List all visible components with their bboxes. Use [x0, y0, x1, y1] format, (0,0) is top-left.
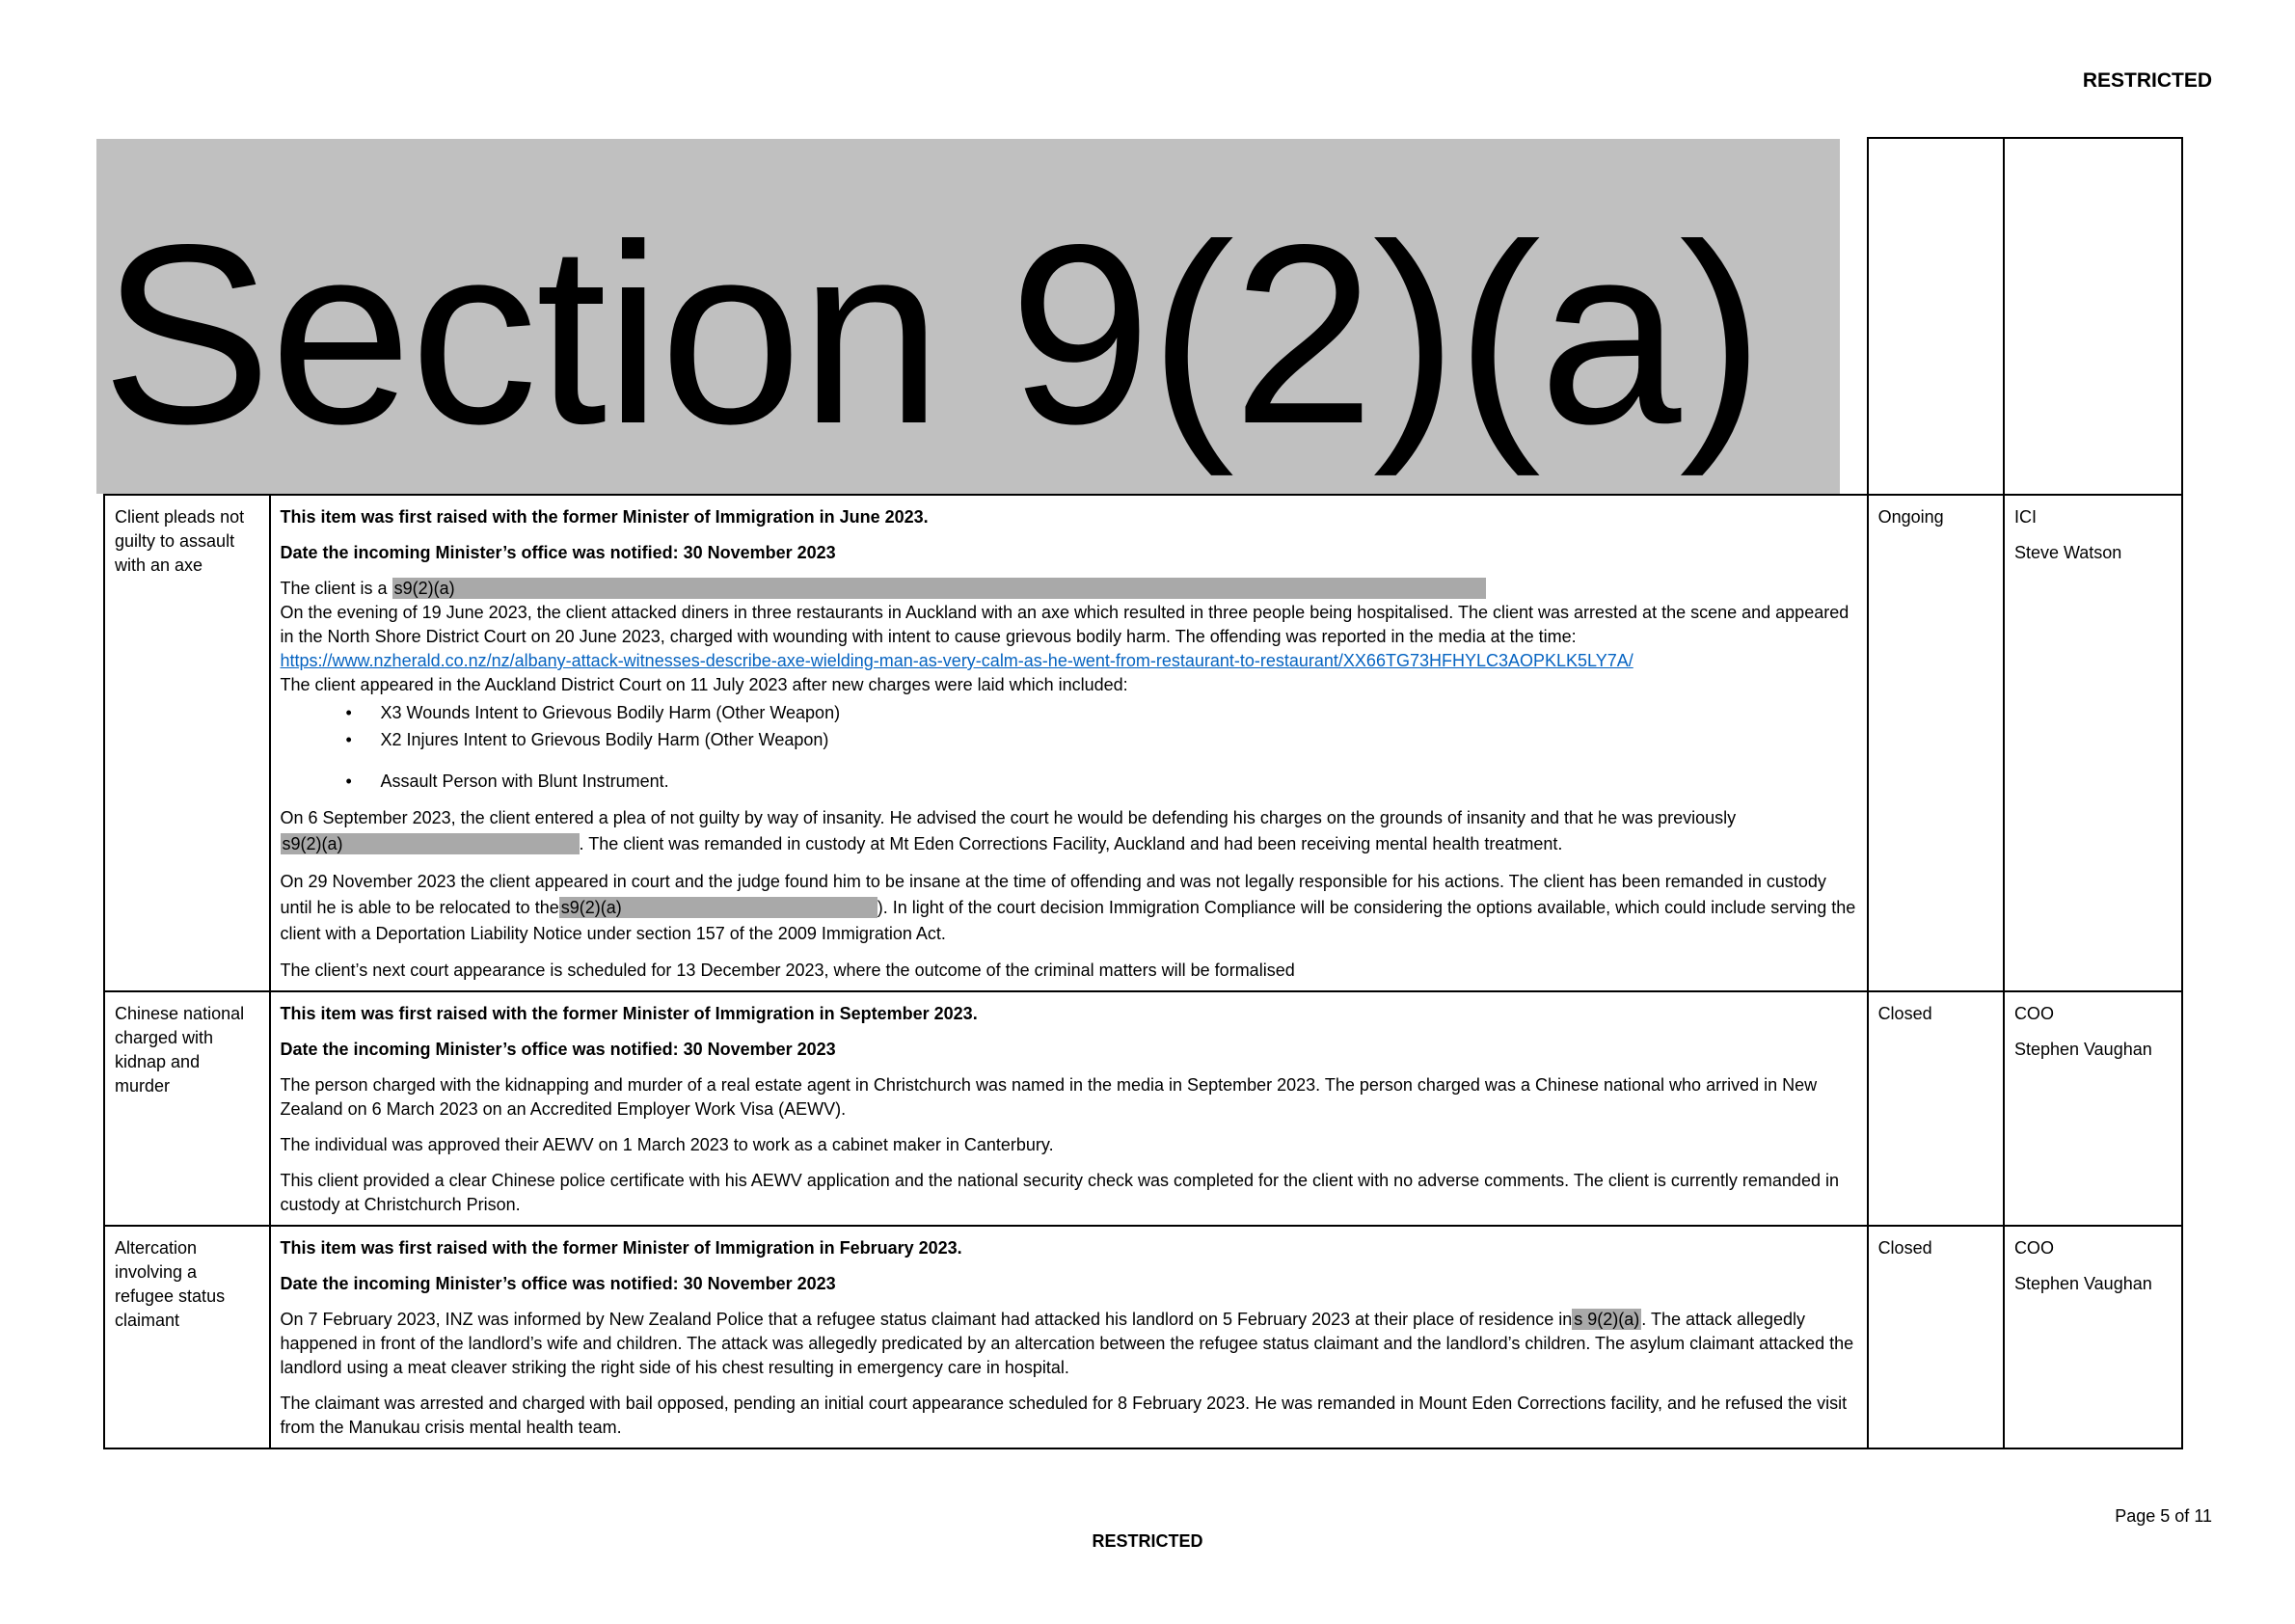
redaction-mark: s9(2)(a): [281, 833, 580, 854]
table-row: [104, 1226, 2182, 1448]
redaction-mark: s9(2)(a): [392, 578, 1486, 599]
classification-header: RESTRICTED: [2082, 69, 2212, 92]
owner-name: Steve Watson: [2013, 543, 2122, 562]
issue-title: Client pleads not guilty to assault with an axe: [104, 495, 270, 991]
status-cell: Closed: [1868, 991, 2004, 1226]
first-raised-text: This item was first raised with the former Minister of Immigration in June 2023.: [280, 507, 929, 527]
paragraph: [281, 805, 1857, 857]
paragraph: [281, 1308, 1857, 1380]
notified-text: Date the incoming Minister’s office was notified: 30 November 2023: [280, 1274, 836, 1293]
owner-name: Stephen Vaughan: [2013, 1274, 2152, 1293]
status-cell: Ongoing: [1868, 495, 2004, 991]
list-item: • X2 Injures Intent to Grievous Bodily Harm (Other Weapon): [381, 728, 1857, 752]
issue-title: Chinese national charged with kidnap and murder: [104, 991, 270, 1226]
owner-unit: COO: [2013, 1004, 2054, 1023]
first-raised-text: This item was first raised with the former Minister of Immigration in September 2023.: [280, 1004, 978, 1023]
issue-detail: [270, 991, 1868, 1226]
paragraph-text: On the evening of 19 June 2023, the client attacked diners in three restaurants in Auckland with an axe which resulted in three people being hospitalised. The client was arrested at the scene and appeared in the North Shore District Court on 20 June 2023, charged with wounding with intent to cause grievous bodily harm. The offending was reported in the media at the time:: [280, 603, 1850, 646]
charges-list: [281, 701, 1857, 794]
paragraph: The client’s next court appearance is scheduled for 13 December 2023, where the outcome of the criminal matters will be formalised: [280, 961, 1295, 980]
paragraph: [281, 601, 1857, 673]
issue-title: Altercation involving a refugee status claimant: [104, 1226, 270, 1448]
notified-text: Date the incoming Minister’s office was notified: 30 November 2023: [280, 1040, 836, 1059]
classification-footer: RESTRICTED: [1092, 1531, 1203, 1551]
paragraph-text: . The attack allegedly happened in front of the landlord’s wife and children. The attack was allegedly predicated by an altercation between the refugee status claimant and the landlord’s children. The asylum claimant attacked the landlord using a meat cleaver striking the right side of his chest resulting in emergency care in hospital.: [280, 1310, 1854, 1377]
client-prefix: The client is a: [280, 579, 388, 598]
redaction-mark: s 9(2)(a): [1574, 1310, 1640, 1329]
owner-cell: [2004, 991, 2182, 1226]
paragraph-text: . The client was remanded in custody at Mt Eden Corrections Facility, Auckland and had been receiving mental health treatment.: [579, 834, 1563, 853]
owner-cell: [2004, 495, 2182, 991]
paragraph: The individual was approved their AEWV on 1 March 2023 to work as a cabinet maker in Canterbury.: [280, 1135, 1054, 1154]
table-row: [104, 495, 2182, 991]
paragraph-text: On 29 November 2023 the client appeared in court and the judge found him to be insane at the time of offending and was not legally responsible for his actions. The client has been remanded in custody until he is able to be relocated to the: [280, 872, 1826, 917]
redaction-mark: s9(2)(a): [559, 897, 878, 918]
news-link[interactable]: https://www.nzherald.co.nz/nz/albany-attack-witnesses-describe-axe-wielding-man-as-very-calm-as-he-went-from-restaurant-to-restaurant/XX66TG73HFHYLC3AOPKLK5LY7A/: [280, 651, 1634, 670]
paragraph: [281, 869, 1857, 947]
redaction-label: Section 9(2)(a): [101, 192, 1763, 477]
paragraph-text: On 6 September 2023, the client entered a plea of not guilty by way of insanity. He advised the court he would be defending his charges on the grounds of insanity and that he was previously: [280, 808, 1737, 827]
issue-detail: [270, 1226, 1868, 1448]
paragraph: The claimant was arrested and charged with bail opposed, pending an initial court appearance scheduled for 8 February 2023. He was remanded in Mount Eden Corrections facility, and he refused the visit from the Manukau crisis mental health team.: [280, 1394, 1848, 1437]
paragraph-text: On 7 February 2023, INZ was informed by New Zealand Police that a refugee status claimant had attacked his landlord on 5 February 2023 at their place of residence in: [280, 1310, 1573, 1329]
redacted-status-cell: [1868, 138, 2004, 495]
redacted-owner-cell: [2004, 138, 2182, 495]
page-number: Page 5 of 11: [2115, 1506, 2212, 1526]
paragraph: The person charged with the kidnapping and murder of a real estate agent in Christchurch was named in the media in September 2023. The person charged was a Chinese national who arrived in New Zealand on 6 March 2023 on an Accredited Employer Work Visa (AEWV).: [280, 1075, 1818, 1119]
client-line: [281, 577, 1857, 601]
section-redaction-block: [96, 139, 1840, 494]
issue-detail: [270, 495, 1868, 991]
paragraph: This client provided a clear Chinese police certificate with his AEWV application and the national security check was completed for the client with no adverse comments. The client is currently remanded in custody at Christchurch Prison.: [280, 1171, 1839, 1214]
first-raised-text: This item was first raised with the former Minister of Immigration in February 2023.: [280, 1238, 962, 1258]
paragraph-text: ). In light of the court decision Immigration Compliance will be considering the options available, which could include serving the client with a Deportation Liability Notice under section 157 of the 2009 Immigration Act.: [280, 898, 1856, 943]
notified-text: Date the incoming Minister’s office was notified: 30 November 2023: [280, 543, 836, 562]
list-item: • Assault Person with Blunt Instrument.: [381, 770, 1857, 794]
status-cell: Closed: [1868, 1226, 2004, 1448]
owner-cell: [2004, 1226, 2182, 1448]
owner-name: Stephen Vaughan: [2013, 1040, 2152, 1059]
owner-unit: COO: [2013, 1238, 2054, 1258]
table-row: [104, 991, 2182, 1226]
paragraph: The client appeared in the Auckland District Court on 11 July 2023 after new charges were laid which included:: [280, 675, 1128, 694]
owner-unit: ICI: [2013, 507, 2037, 527]
list-item: • X3 Wounds Intent to Grievous Bodily Harm (Other Weapon): [381, 701, 1857, 725]
